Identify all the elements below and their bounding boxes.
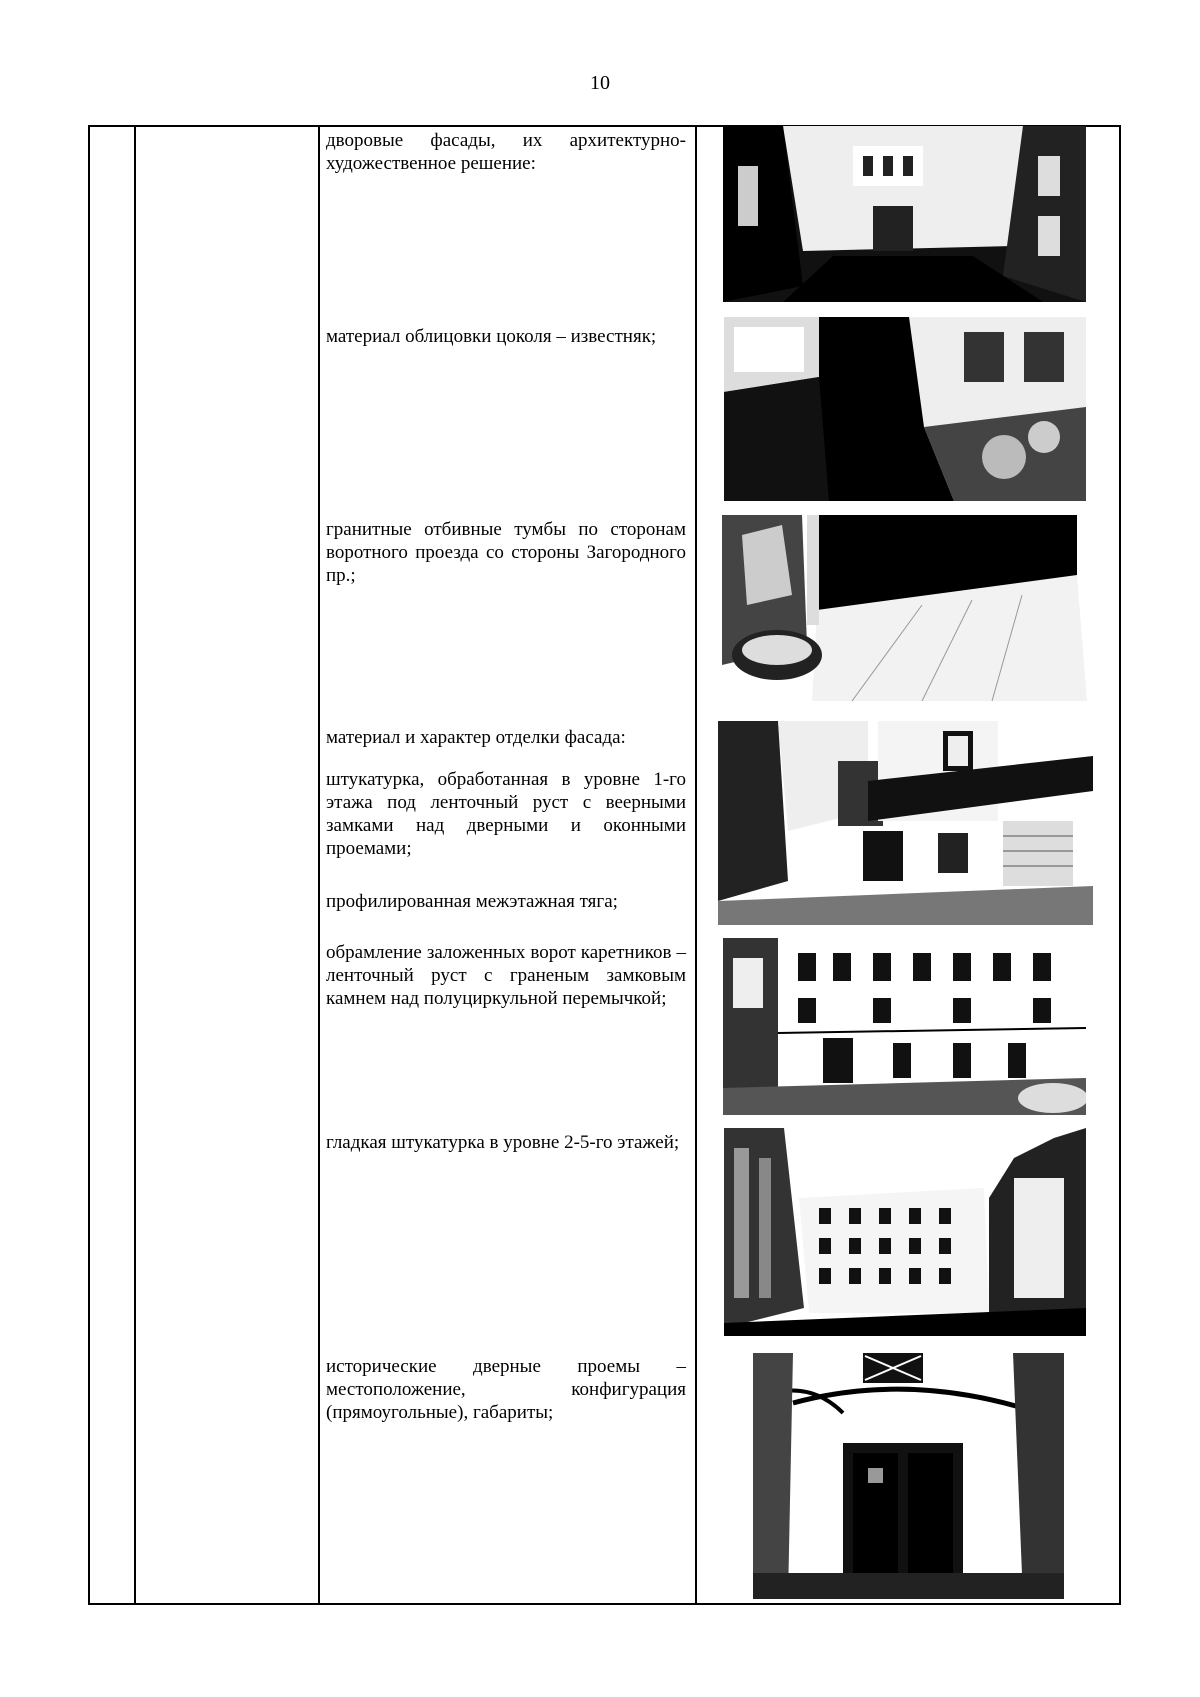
doorway-photo (753, 1353, 1064, 1599)
facade-finish-photo (718, 721, 1093, 925)
granite-bollard-photo (722, 515, 1087, 701)
limestone-plinth-photo (724, 317, 1086, 501)
column-divider (134, 127, 136, 1603)
row-7-text: исторические дверные проемы – местоположение, конфигурация (прямоугольные), габариты; (326, 1356, 686, 1423)
row-2-text: материал облицовки цоколя – известняк; (326, 326, 657, 347)
row-3-text: гранитные отбивные тумбы по сторонам воротного проезда со стороны Загородного пр.; (326, 519, 686, 586)
carriage-gates-photo (723, 938, 1086, 1115)
upper-floors-photo (724, 1128, 1086, 1336)
row-4-text-2: штукатурка, обработанная в уровне 1-го этажа под ленточный руст с веерными замками над дверными и оконными проемами; (326, 769, 686, 859)
column-divider (318, 127, 320, 1603)
row-4-text-3: профилированная межэтажная тяга; (326, 891, 618, 912)
row-1-text: дворовые фасады, их архитектурно-художественное решение: (326, 130, 686, 174)
row-4-text: материал и характер отделки фасада: (326, 727, 626, 748)
row-5-text: обрамление заложенных ворот каретников – ленточный руст с граненым замковым камнем над полуциркульной перемычкой; (326, 942, 686, 1009)
page-number: 10 (590, 72, 610, 94)
courtyard-facade-photo (723, 126, 1086, 302)
row-6-text: гладкая штукатурка в уровне 2-5-го этажей; (326, 1132, 680, 1153)
column-divider (695, 127, 697, 1603)
